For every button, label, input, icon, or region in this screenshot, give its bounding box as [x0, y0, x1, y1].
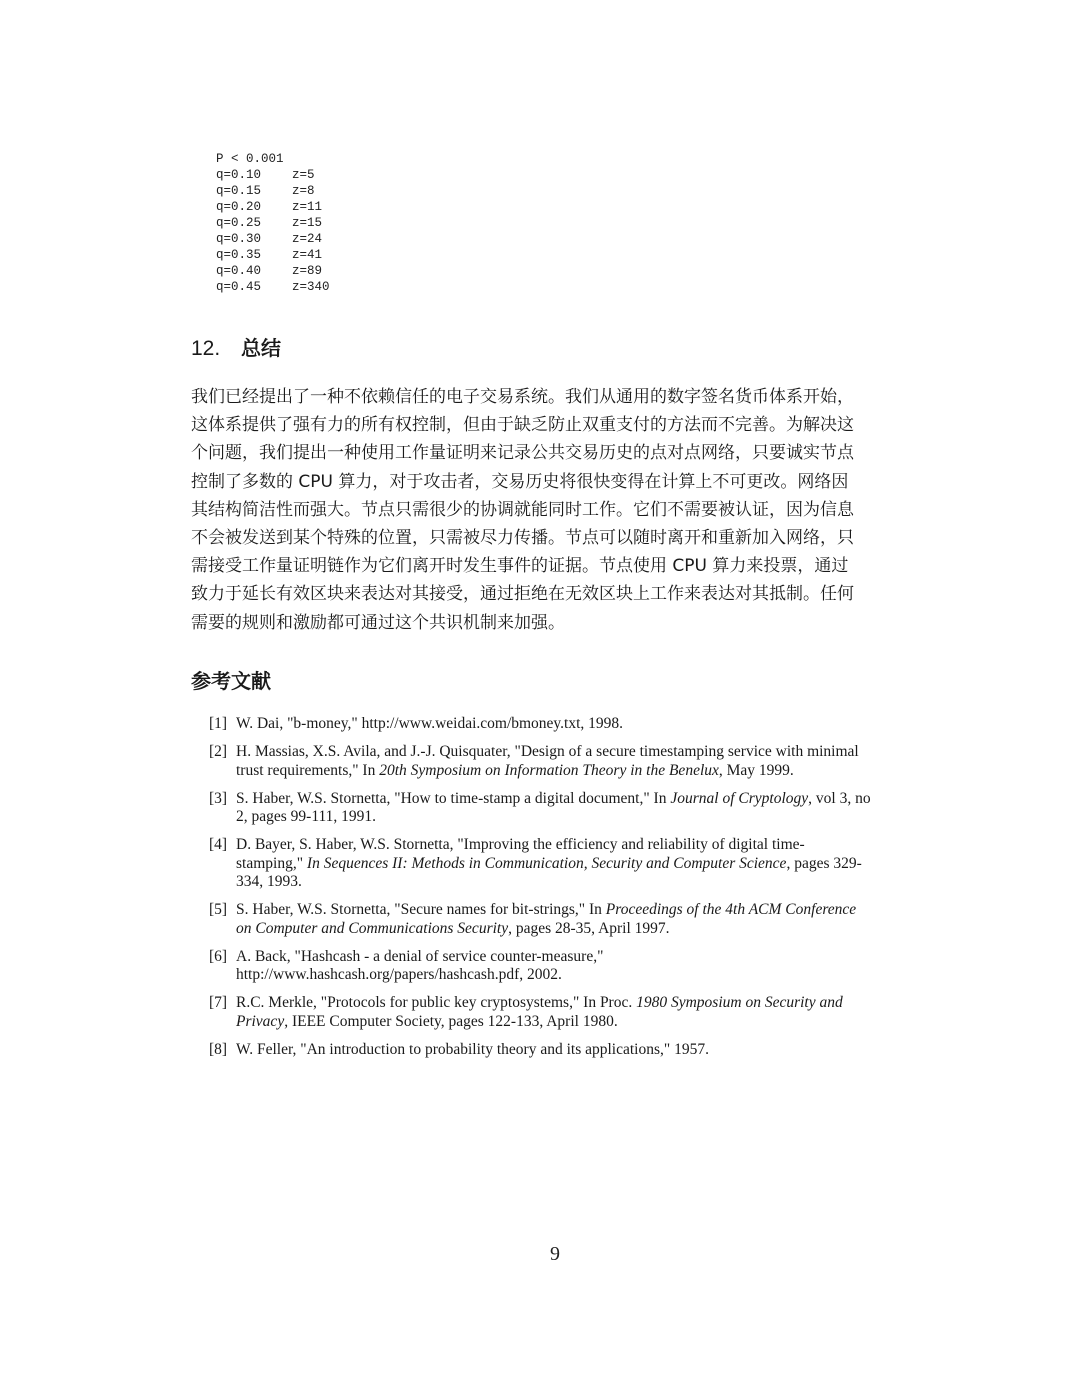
reference-number: [7] — [209, 994, 228, 1011]
table-row — [216, 231, 330, 247]
q-value: q=0.45 — [216, 280, 262, 294]
reference-text: S. Haber, W.S. Stornetta, "Secure names for bit-strings," In — [236, 901, 606, 918]
reference-line — [236, 836, 899, 855]
section-title: 总结 — [241, 336, 281, 360]
q-value: q=0.35 — [216, 248, 262, 262]
q-value: q=0.20 — [216, 200, 262, 214]
table-row — [216, 215, 330, 231]
reference-text: 2, pages 99-111, 1991. — [236, 808, 377, 825]
reference-item — [209, 743, 899, 780]
reference-text: S. Haber, W.S. Stornetta, "How to time-stamp a digital document," In — [236, 789, 671, 807]
reference-text: , IEEE Computer Society, pages 122-133, April 1980. — [284, 1012, 618, 1030]
paragraph-line: 不会被发送到某个特殊的位置，只需被尽力传播。节点可以随时离开和重新加入网络，只 — [191, 527, 854, 548]
paragraph-line: 需要的规则和激励都可通过这个共识机制来加强。 — [191, 612, 565, 633]
references-heading: 参考文献 — [191, 669, 271, 693]
reference-item — [209, 790, 899, 827]
table-row — [216, 279, 330, 295]
table-row — [216, 167, 330, 183]
table-row — [216, 263, 330, 279]
z-value: z=15 — [292, 216, 323, 230]
reference-text: W. Dai, "b-money," http://www.weidai.com/bmoney.txt, 1998. — [236, 715, 624, 732]
reference-line — [236, 790, 899, 809]
conclusion-paragraph — [191, 383, 891, 637]
reference-text: H. Massias, X.S. Avila, and J.-J. Quisquater, "Design of a secure timestamping service with minimal — [236, 743, 859, 760]
reference-item — [209, 901, 899, 938]
reference-number: [4] — [209, 836, 228, 853]
table-row — [216, 247, 330, 263]
q-value: q=0.25 — [216, 216, 262, 230]
section-number: 12. — [191, 337, 221, 360]
reference-number: [3] — [209, 789, 228, 807]
paragraph-line: 致力于延长有效区块来表达对其接受，通过拒绝在无效区块上工作来表达对其抵制。任何 — [191, 584, 854, 605]
table-rows — [216, 167, 330, 295]
reference-line — [236, 901, 899, 920]
reference-italic-text: Privacy — [236, 1012, 285, 1030]
reference-number: [1] — [209, 715, 228, 732]
reference-item — [209, 948, 899, 985]
probability-table — [216, 151, 330, 295]
table-row — [216, 183, 330, 199]
q-value: q=0.10 — [216, 168, 262, 182]
page-number: 9 — [550, 1243, 560, 1265]
reference-number: [8] — [209, 1040, 228, 1058]
reference-item — [209, 836, 899, 892]
reference-line — [236, 743, 899, 762]
reference-text: W. Feller, "An introduction to probability theory and its applications," 1957. — [236, 1040, 709, 1058]
paragraph-line: 我们已经提出了一种不依赖信任的电子交易系统。我们从通用的数字签名货币体系开始， — [191, 387, 854, 407]
reference-italic-text: 20th Symposium on Information Theory in the Benelux — [379, 761, 719, 779]
q-value: q=0.40 — [216, 264, 262, 278]
reference-item — [209, 1041, 899, 1060]
reference-italic-text: In Sequences II: Methods in Communication, Security and Computer Science — [306, 854, 787, 872]
q-value: q=0.15 — [216, 184, 262, 198]
reference-text: , vol 3, no — [808, 789, 871, 807]
reference-line — [236, 762, 899, 781]
reference-line — [236, 715, 899, 734]
reference-line — [236, 966, 899, 985]
reference-italic-text: on Computer and Communications Security — [236, 919, 509, 937]
reference-number: [5] — [209, 901, 228, 918]
reference-italic-text: 1980 Symposium on Security and — [636, 994, 843, 1011]
reference-line — [236, 855, 899, 874]
section-heading — [191, 332, 281, 361]
table-header: P < 0.001 — [216, 152, 284, 166]
reference-number: [2] — [209, 743, 228, 760]
reference-item — [209, 715, 899, 734]
paragraph-line: 控制了多数的 CPU 算力，对于攻击者，交易历史将很快变得在计算上不可更改。网络因 — [191, 471, 849, 492]
reference-text: R.C. Merkle, "Protocols for public key cryptosystems," In Proc. — [236, 994, 637, 1011]
reference-line — [236, 873, 899, 892]
reference-line — [236, 994, 899, 1013]
reference-text: trust requirements," In — [236, 761, 380, 779]
reference-text: , May 1999. — [718, 761, 794, 779]
reference-italic-text: Proceedings of the 4th ACM Conference — [605, 901, 857, 918]
reference-italic-text: Journal of Cryptology — [670, 789, 809, 807]
reference-line — [236, 1013, 899, 1032]
paragraph-line: 需接受工作量证明链作为它们离开时发生事件的证据。节点使用 CPU 算力来投票，通过 — [191, 556, 849, 577]
reference-line — [236, 920, 899, 939]
z-value: z=5 — [292, 168, 315, 182]
paragraph-line: 个问题，我们提出一种使用工作量证明来记录公共交易历史的点对点网络，只要诚实节点 — [191, 443, 854, 464]
z-value: z=340 — [292, 280, 330, 294]
paragraph-line: 这体系提供了强有力的所有权控制，但由于缺乏防止双重支付的方法而不完善。为解决这 — [191, 415, 854, 436]
z-value: z=8 — [292, 184, 315, 198]
reference-item — [209, 994, 899, 1031]
table-row — [216, 199, 330, 215]
z-value: z=41 — [292, 248, 323, 262]
reference-text: , pages 329- — [786, 854, 862, 872]
reference-number: [6] — [209, 947, 228, 965]
reference-text: http://www.hashcash.org/papers/hashcash.pdf, 2002. — [236, 966, 562, 983]
reference-text: 334, 1993. — [236, 873, 302, 890]
reference-text: D. Bayer, S. Haber, W.S. Stornetta, "Improving the efficiency and reliability of digital time- — [236, 836, 805, 853]
z-value: z=24 — [292, 232, 323, 246]
reference-text: stamping," — [236, 854, 307, 872]
reference-line — [236, 948, 899, 967]
references-list — [209, 715, 899, 1069]
z-value: z=11 — [292, 200, 323, 214]
z-value: z=89 — [292, 264, 323, 278]
reference-text: , pages 28-35, April 1997. — [508, 919, 670, 937]
paragraph-line: 其结构简洁性而强大。节点只需很少的协调就能同时工作。它们不需要被认证，因为信息 — [191, 499, 854, 520]
reference-text: A. Back, "Hashcash - a denial of service counter-measure," — [236, 947, 604, 965]
reference-line — [236, 1041, 899, 1060]
q-value: q=0.30 — [216, 232, 262, 246]
reference-line — [236, 808, 899, 827]
